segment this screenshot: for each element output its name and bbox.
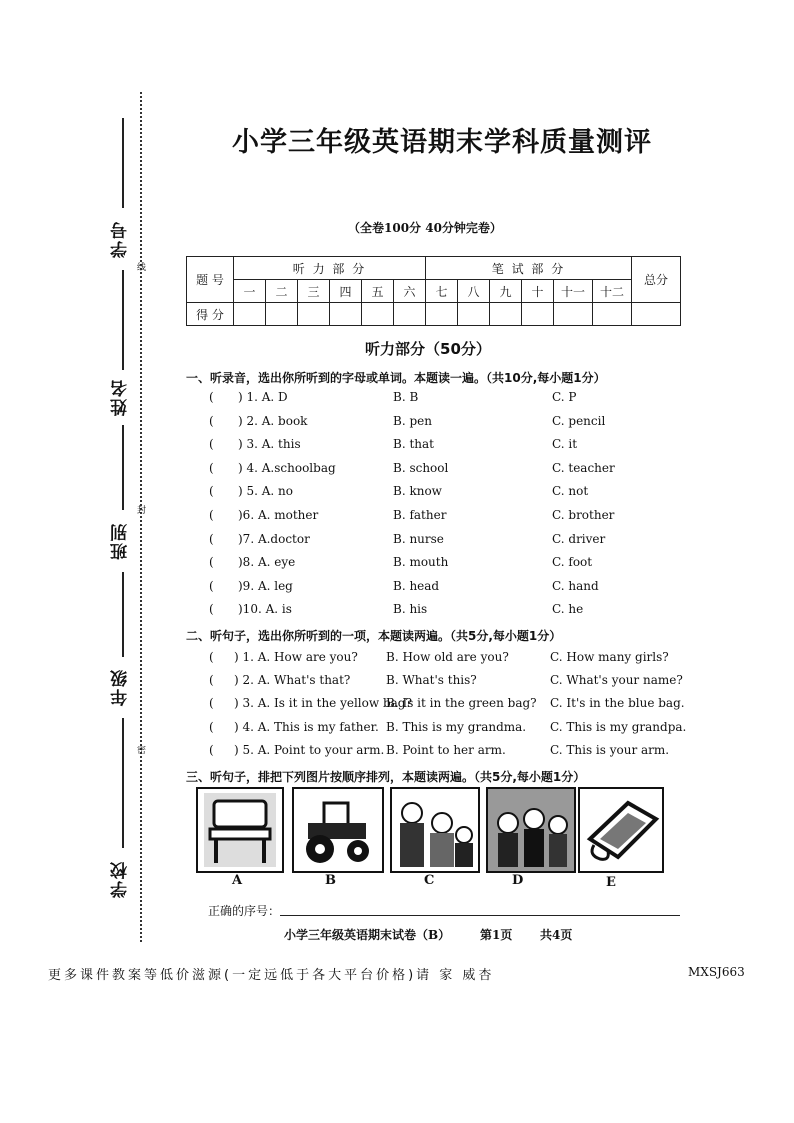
picture-label-b: B: [325, 873, 336, 888]
option-a: )8. A. eye: [238, 555, 296, 570]
picture-label-c: C: [424, 873, 435, 888]
binding-underline: [122, 425, 124, 510]
family-icon: [392, 789, 478, 871]
score-cell[interactable]: [426, 303, 458, 326]
option-a: ) 4. A.schoolbag: [238, 460, 336, 475]
option-a: ) 1. A. D: [238, 390, 288, 404]
option-c: C. driver: [552, 531, 606, 546]
picture-label-d: D: [512, 873, 524, 888]
option-a: ) 3. A. this: [238, 437, 301, 452]
option-c: C. it: [552, 437, 578, 452]
column-header: 十一: [554, 280, 593, 303]
option-c: C. P: [552, 390, 577, 404]
option-a: ) 4. A. This is my father.: [234, 719, 379, 734]
option-c: C. It's in the blue bag.: [550, 696, 685, 711]
picture-children: [486, 787, 576, 873]
option-a: )6. A. mother: [238, 508, 319, 522]
option-c: C. pencil: [552, 413, 606, 428]
column-header: 二: [266, 280, 298, 303]
answer-paren[interactable]: (: [209, 531, 214, 546]
option-b: B. What's this?: [386, 673, 477, 688]
column-header: 六: [394, 280, 426, 303]
answer-line[interactable]: [280, 915, 680, 916]
answer-paren[interactable]: (: [209, 578, 214, 593]
option-c: C. How many girls?: [550, 650, 669, 664]
option-b: B. How old are you?: [386, 650, 509, 664]
answer-paren[interactable]: (: [209, 437, 214, 452]
option-c: C. What's your name?: [550, 673, 683, 688]
column-header: 十: [522, 280, 554, 303]
column-header: 八: [458, 280, 490, 303]
score-cell-total[interactable]: [632, 303, 681, 326]
book-icon: [580, 789, 662, 871]
column-header: 十二: [593, 280, 632, 303]
score-cell[interactable]: [234, 303, 266, 326]
picture-label-a: A: [232, 873, 243, 888]
seal-char: 封: [137, 506, 147, 516]
score-table: [186, 256, 681, 326]
score-cell[interactable]: [593, 303, 632, 326]
part3-instruction: 三、听句子，排把下列图片按顺序排列，本题读两遍。（共5分,每小题1分）: [186, 770, 586, 784]
student-name-label: 姓名: [111, 378, 131, 416]
column-header: 九: [490, 280, 522, 303]
listening-header: 听 力 部 分: [234, 257, 426, 280]
picture-tractor: [292, 787, 384, 873]
option-b: B. pen: [393, 413, 432, 428]
binding-dotted-line: [140, 92, 142, 942]
option-c: C. not: [552, 484, 589, 499]
picture-book: [578, 787, 664, 873]
part2-instruction: 二、听句子，选出你所听到的一项，本题读两遍。（共5分,每小题1分）: [186, 629, 562, 643]
score-cell[interactable]: [490, 303, 522, 326]
picture-family: [390, 787, 480, 873]
bottom-note: 更多课件教案等低价滋源(一定远低于各大平台价格)请 家 威杏: [48, 968, 495, 983]
option-a: ) 5. A. Point to your arm.: [234, 742, 385, 757]
option-b: B. school: [393, 460, 449, 475]
answer-paren[interactable]: (: [209, 484, 214, 499]
score-cell[interactable]: [458, 303, 490, 326]
option-a: ) 3. A. Is it in the yellow bag?: [234, 696, 412, 711]
score-cell[interactable]: [330, 303, 362, 326]
option-b: B. father: [393, 508, 447, 522]
seal-char: 线: [137, 263, 147, 273]
answer-paren[interactable]: (: [209, 508, 214, 522]
document-code: MXSJ663: [688, 965, 745, 979]
column-header: 七: [426, 280, 458, 303]
column-header: 三: [298, 280, 330, 303]
option-a: )7. A.doctor: [238, 531, 310, 546]
option-b: B. This is my grandma.: [386, 719, 527, 734]
score-cell[interactable]: [362, 303, 394, 326]
score-cell[interactable]: [298, 303, 330, 326]
seal-char: 密: [137, 746, 147, 756]
option-a: ) 1. A. How are you?: [234, 650, 358, 664]
option-c: C. brother: [552, 508, 615, 522]
student-number-label: 学号: [111, 220, 131, 258]
answer-paren[interactable]: (: [209, 555, 214, 570]
option-c: C. This is your arm.: [550, 742, 670, 757]
school-label: 学校: [111, 860, 131, 898]
column-header: 五: [362, 280, 394, 303]
option-b: B. his: [393, 602, 428, 617]
option-b: B. Point to her arm.: [386, 742, 506, 757]
part1-instruction: 一、听录音，选出你所听到的字母或单词。本题读一遍。（共10分,每小题1分）: [186, 371, 606, 385]
binding-underline: [122, 270, 124, 370]
answer-paren[interactable]: (: [209, 650, 214, 664]
option-b: B. head: [393, 578, 440, 593]
option-b: B. that: [393, 437, 434, 452]
footer-exam-name: 小学三年级英语期末试卷（B）: [284, 928, 451, 942]
option-b: B. Is it in the green bag?: [386, 696, 537, 711]
option-a: ) 2. A. book: [238, 413, 308, 428]
option-c: C. teacher: [552, 460, 615, 475]
answer-paren[interactable]: (: [209, 719, 214, 734]
grade-label: 年级: [111, 668, 131, 706]
option-a: ) 5. A. no: [238, 484, 294, 499]
answer-label: 正确的序号：: [208, 904, 281, 918]
score-cell[interactable]: [394, 303, 426, 326]
binding-underline: [122, 572, 124, 657]
row-label-score: 得 分: [187, 303, 234, 326]
tractor-icon: [294, 789, 382, 871]
option-a: ) 2. A. What's that?: [234, 673, 351, 688]
score-cell[interactable]: [554, 303, 593, 326]
exam-subtitle: （全卷100分 40分钟完卷）: [348, 221, 502, 235]
answer-paren[interactable]: (: [209, 696, 214, 711]
answer-paren[interactable]: (: [209, 460, 214, 475]
option-c: C. he: [552, 602, 584, 617]
footer-page-number: 第1页: [480, 928, 513, 942]
score-cell[interactable]: [266, 303, 298, 326]
score-cell[interactable]: [522, 303, 554, 326]
answer-paren[interactable]: (: [209, 602, 214, 617]
picture-chair: [196, 787, 284, 873]
column-header: 一: [234, 280, 266, 303]
picture-label-e: E: [606, 875, 616, 890]
answer-paren[interactable]: (: [209, 390, 214, 404]
page-title: 小学三年级英语期末学科质量测评: [232, 127, 652, 158]
binding-underline: [122, 718, 124, 848]
binding-underline: [122, 118, 124, 208]
column-header: 四: [330, 280, 362, 303]
chair-icon: [198, 789, 282, 871]
listening-section-heading: 听力部分（50分）: [365, 340, 491, 358]
option-b: B. B: [393, 390, 419, 404]
writing-header: 笔 试 部 分: [426, 257, 632, 280]
answer-paren[interactable]: (: [209, 742, 214, 757]
option-c: C. This is my grandpa.: [550, 719, 687, 734]
option-a: )10. A. is: [238, 602, 292, 617]
option-b: B. nurse: [393, 531, 444, 546]
answer-paren[interactable]: (: [209, 413, 214, 428]
option-b: B. know: [393, 484, 442, 499]
option-a: )9. A. leg: [238, 578, 293, 593]
row-label-question: 题 号: [187, 257, 234, 303]
answer-paren[interactable]: (: [209, 673, 214, 688]
total-header: 总分: [632, 257, 681, 303]
option-b: B. mouth: [393, 555, 449, 570]
class-label: 班别: [111, 522, 131, 560]
option-c: C. hand: [552, 578, 599, 593]
children-icon: [488, 789, 574, 871]
footer-total-pages: 共4页: [540, 928, 573, 942]
option-c: C. foot: [552, 555, 593, 570]
